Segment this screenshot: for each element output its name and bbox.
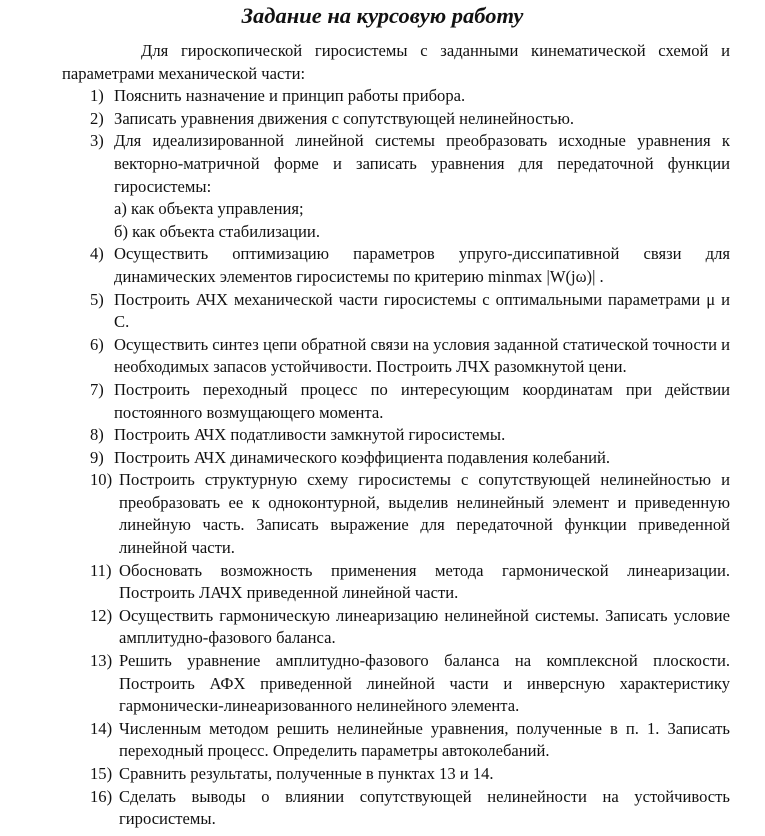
- list-item: [62, 85, 730, 108]
- list-item-number: 12): [90, 605, 113, 625]
- list-item-number: 7): [90, 379, 104, 399]
- list-item-text: Построить АЧХ динамического коэффициента подавления колебаний.: [114, 447, 610, 467]
- list-item-number: 8): [90, 425, 104, 445]
- sub-item: б) как объекта стабилизации.: [114, 221, 320, 241]
- list-item-number: 16): [90, 786, 113, 806]
- list-item: [62, 763, 730, 786]
- list-item-text: Записать уравнения движения с сопутствующей нелинейностью.: [114, 108, 574, 128]
- list-item: [62, 130, 730, 198]
- list-item-number: 15): [90, 764, 113, 783]
- list-item-text: Сделать выводы о влиянии сопутствующей нелинейности на устойчивость гиросистемы.: [119, 786, 730, 829]
- list-item-number: 14): [90, 718, 113, 738]
- list-item-text: Построить АЧХ механической части гиросистемы с оптимальными параметрами μ и С.: [114, 289, 730, 332]
- list-item-text: Для идеализированной линейной системы преобразовать исходные уравнения к векторно-матричной форме и записать уравнения для передаточной функции гиросистемы:: [114, 131, 730, 196]
- list-item-text: Осуществить оптимизацию параметров упруго-диссипативной связи для динамических элементов гиросистемы по критерию minmax |W(jω)| .: [114, 244, 730, 286]
- list-item: [62, 718, 730, 763]
- document-title: Задание на курсовую работу: [241, 3, 524, 28]
- list-item: [62, 469, 730, 559]
- document-body: [62, 40, 730, 831]
- list-item: [62, 605, 730, 650]
- sub-item: а) как объекта управления;: [114, 199, 304, 219]
- list-item-number: 5): [90, 289, 104, 309]
- list-item-number: 9): [90, 447, 104, 467]
- list-item-text: Построить переходный процесс по интересующим координатам при действии постоянного возмущающего момента.: [114, 379, 730, 422]
- list-item-text: Сравнить результаты, полученные в пунктах 13 и 14.: [119, 764, 494, 783]
- list-item-text: Обосновать возможность применения метода гармонической линеаризации. Построить ЛАЧХ приведенной линейной части.: [119, 560, 730, 603]
- list-item: [62, 560, 730, 605]
- list-item: [62, 379, 730, 424]
- list-item: [62, 447, 730, 470]
- list-item-text: Построить АЧХ податливости замкнутой гиросистемы.: [114, 425, 506, 445]
- list-item-number: 13): [90, 651, 113, 671]
- list-item: [62, 289, 730, 334]
- list-item: [62, 243, 730, 288]
- list-item-text: Осуществить гармоническую линеаризацию нелинейной системы. Записать условие амплитудно-фазового баланса.: [119, 605, 730, 648]
- list-item-number: 2): [90, 108, 104, 128]
- list-item: [62, 650, 730, 718]
- intro-paragraph: Для гироскопической гиросистемы с заданными кинематической схемой и параметрами механической части:: [62, 41, 730, 83]
- list-item-number: 10): [90, 470, 113, 490]
- list-item-text: Решить уравнение амплитудно-фазового баланса на комплексной плоскости. Построить АФХ приведенной линейной части и инверсную характеристику гармонически-линеаризованного нелинейного элемента.: [119, 651, 730, 716]
- list-item-text: Численным методом решить нелинейные уравнения, полученные в п. 1. Записать переходный процесс. Определить параметры автоколебаний.: [119, 718, 730, 761]
- list-item: [62, 334, 730, 379]
- list-item-number: 4): [90, 244, 104, 264]
- list-item-text: Построить структурную схему гиросистемы с сопутствующей нелинейностью и преобразовать ее к одноконтурной, выделив нелинейный элемент и приведенную линейную часть. Записать выражение для передаточной функции приведенной линейной части.: [119, 470, 730, 558]
- list-item-number: 6): [90, 334, 104, 354]
- list-item-number: 11): [90, 560, 112, 580]
- list-item: [62, 108, 730, 131]
- list-item: [62, 424, 730, 447]
- list-item-number: 1): [90, 86, 104, 106]
- list-item-text: Осуществить синтез цепи обратной связи на условия заданной статической точности и необходимых запасов устойчивости. Построить ЛЧХ разомкнутой цени.: [114, 334, 730, 377]
- list-item-number: 3): [90, 131, 104, 151]
- list-item-text: Пояснить назначение и принцип работы прибора.: [114, 86, 466, 106]
- list-item: [62, 786, 730, 831]
- task-list: [62, 85, 730, 831]
